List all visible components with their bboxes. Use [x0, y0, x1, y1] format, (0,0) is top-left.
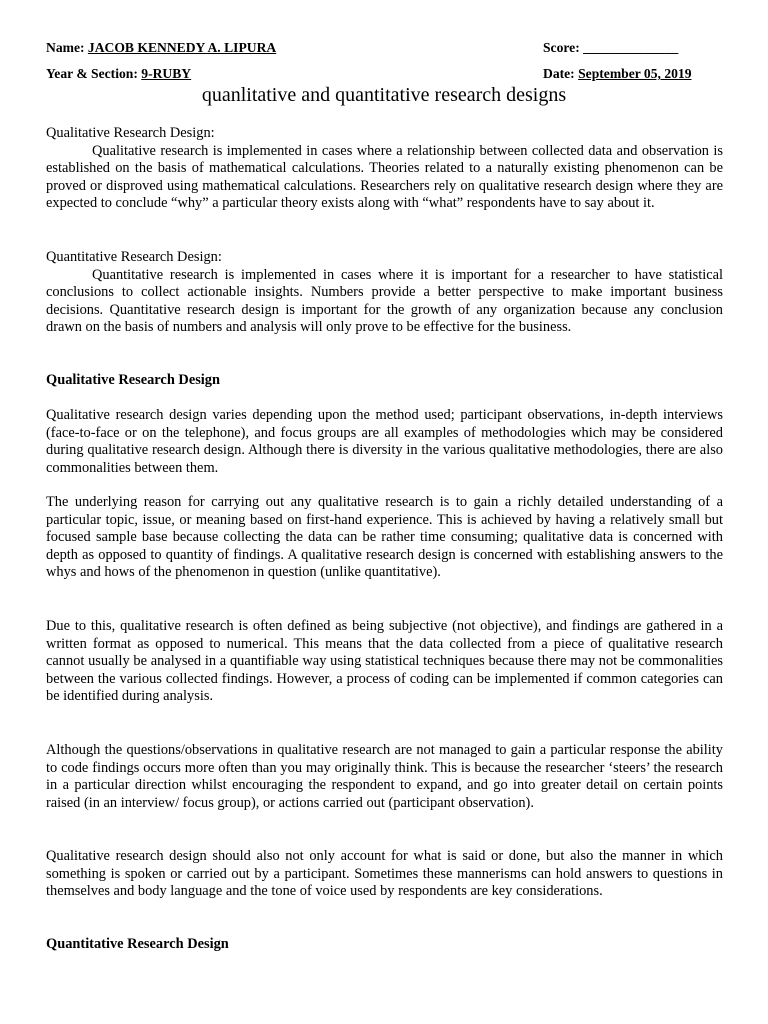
score-value: ______________ [583, 40, 679, 55]
date-value: September 05, 2019 [578, 66, 692, 81]
qualitative-paragraph-5 [46, 848, 723, 901]
year-label: Year & Section: [46, 66, 138, 81]
qualitative-summary [46, 125, 723, 213]
qualitative-paragraph-1 [46, 407, 723, 477]
year-section-field [46, 66, 191, 82]
paragraph: The underlying reason for carrying out any qualitative research is to gain a richly detailed understanding of a particular topic, issue, or meaning based on first-hand experience. This is achieved by having a relatively small but focused sample base because collecting the data can be rather time consuming; qualitative data is concerned with depth as opposed to quantity of findings. A qualitative research design is concerned with establishing answers to the whys and hows of the phenomenon in question (unlike quantitative). [46, 494, 723, 581]
quantitative-heading: Quantitative Research Design [46, 936, 229, 952]
quantitative-summary-text: Quantitative research is implemented in cases where it is important for a researcher to have statistical conclusions to collect actionable insights. Numbers provide a better perspective to make important business decisions. Quantitative research design is important for the growth of any organization because any conclusion drawn on the basis of numbers and analysis will only prove to be effective for the business. [46, 266, 723, 336]
qualitative-summary-label: Qualitative Research Design: [46, 125, 215, 141]
qualitative-heading: Qualitative Research Design [46, 372, 221, 388]
name-field [46, 40, 276, 56]
score-label: Score: [543, 40, 580, 55]
qualitative-summary-text: Qualitative research is implemented in cases where a relationship between collected data and observation is established on the basis of mathematical calculations. Theories related to a naturally existing phenomenon can be proved or disproved using mathematical calculations. Researchers rely on qualitative research design where they are expected to conclude “why” a particular theory exists along with “what” respondents have to say about it. [46, 142, 723, 212]
qualitative-paragraph-4 [46, 742, 723, 812]
page-title: quanlitative and quantitative research designs [201, 84, 567, 106]
year-value: 9-RUBY [141, 66, 192, 81]
name-label: Name: [46, 40, 85, 55]
score-field [543, 40, 678, 56]
paragraph: Although the questions/observations in qualitative research are not managed to gain a particular response the ability to code findings occurs more often than you may originally think. This is because the researcher ‘steers’ the research in a particular direction whilst encouraging the respondent to expand, and go into greater detail on certain points raised (in an interview/ focus group), or actions carried out (participant observation). [46, 742, 723, 811]
name-value: JACOB KENNEDY A. LIPURA [87, 40, 277, 55]
quantitative-heading-block [46, 936, 723, 954]
qualitative-heading-block [46, 372, 723, 390]
paragraph: Qualitative research design varies depending upon the method used; participant observations, in-depth interviews (face-to-face or on the telephone), and focus groups are all examples of methodologies which may be considered during qualitative research design. Although there is diversity in the various qualitative methodologies, there are also commonalities between them. [46, 407, 723, 476]
quantitative-summary-label: Quantitative Research Design: [46, 249, 222, 265]
paragraph: Qualitative research design should also not only account for what is said or done, but also the manner in which something is spoken or carried out by a participant. Sometimes these mannerisms can hold answers to questions in themselves and body language and the tone of voice used by respondents are key considerations. [46, 848, 723, 900]
paragraph: Due to this, qualitative research is often defined as being subjective (not objective), and findings are gathered in a written format as opposed to numerical. This means that the data collected from a piece of qualitative research cannot usually be analysed in a quantifiable way using statistical techniques because there may not be commonalities between the various collected findings. However, a process of coding can be implemented if common categories can be identified during analysis. [46, 618, 723, 705]
date-label: Date: [543, 66, 575, 81]
quantitative-summary [46, 249, 723, 337]
qualitative-paragraph-3 [46, 618, 723, 706]
qualitative-paragraph-2 [46, 494, 723, 582]
date-field [543, 66, 692, 82]
